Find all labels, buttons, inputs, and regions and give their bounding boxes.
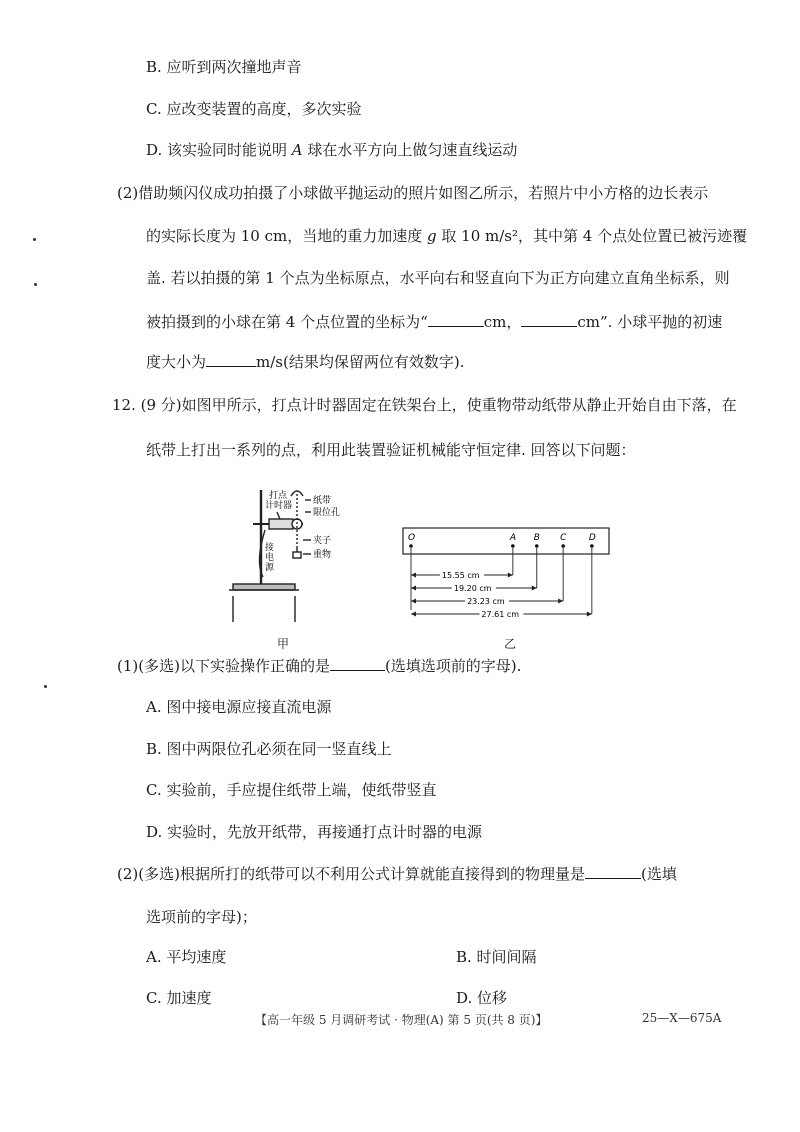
label-power: 接电源 bbox=[265, 543, 275, 573]
figure-yi-tape bbox=[395, 522, 620, 622]
exam-code: 25—X—675A bbox=[642, 1011, 722, 1025]
q11-option-d: D. 该实验同时能说明 A 球在水平方向上做匀速直线运动 bbox=[146, 141, 518, 159]
q11-option-b: B. 应听到两次撞地声音 bbox=[146, 58, 302, 76]
q11-part2-line1: (2)借助频闪仪成功拍摄了小球做平抛运动的照片如图乙所示，若照片中小方格的边长表示 bbox=[117, 184, 709, 202]
q12-stem-line2: 纸带上打出一系列的点，利用此装置验证机械能守恒定律. 回答以下问题： bbox=[146, 441, 636, 459]
tape-point-label-A: A bbox=[509, 533, 517, 543]
q12-part2-stem-line2: 选项前的字母)； bbox=[146, 908, 257, 926]
label-timer: 打点计时器 bbox=[265, 491, 293, 511]
answer-blank-part1[interactable] bbox=[330, 656, 385, 671]
dimension-label: 23.23 cm bbox=[467, 597, 505, 606]
caption-jia: 甲 bbox=[277, 637, 290, 651]
answer-blank-part2[interactable] bbox=[585, 864, 641, 879]
tape-point-label-B: B bbox=[533, 533, 540, 543]
dimension-label: 15.55 cm bbox=[441, 571, 480, 580]
scan-speck bbox=[44, 685, 47, 688]
answer-blank-v0[interactable] bbox=[206, 352, 256, 367]
tape-dot-B bbox=[535, 544, 539, 548]
q12-part2-option-a: A. 平均速度 bbox=[146, 948, 227, 966]
q12-part1-option-d: D. 实验时，先放开纸带，再接通打点计时器的电源 bbox=[146, 823, 483, 841]
caption-yi: 乙 bbox=[504, 637, 517, 651]
tape-point-label-C: C bbox=[560, 533, 567, 543]
answer-blank-y[interactable] bbox=[521, 312, 577, 327]
label-weight: 重物 bbox=[313, 550, 332, 560]
q11-part2-line5: 度大小为 m/s(结果均保留两位有效数字). bbox=[146, 353, 465, 371]
tape-dot-O bbox=[409, 544, 413, 548]
label-clip: 夹子 bbox=[313, 536, 332, 546]
page-footer: 【高一年级 5 月调研考试 · 物理(A) 第 5 页(共 8 页)】 bbox=[255, 1013, 548, 1027]
q12-part2-stem: (2)(多选)根据所打的纸带可以不利用公式计算就能直接得到的物理量是 (选填 bbox=[117, 865, 677, 883]
q12-part1-stem: (1)(多选)以下实验操作正确的是 (选填选项前的字母). bbox=[117, 657, 522, 675]
q12-part2-option-c: C. 加速度 bbox=[146, 989, 212, 1007]
q11-option-c: C. 应改变装置的高度，多次实验 bbox=[146, 100, 362, 118]
tape-dot-A bbox=[511, 544, 515, 548]
stand-base bbox=[233, 584, 295, 590]
q12-part1-option-b: B. 图中两限位孔必须在同一竖直线上 bbox=[146, 740, 392, 758]
dimension-label: 27.61 cm bbox=[481, 610, 520, 619]
scan-speck bbox=[34, 283, 37, 286]
answer-blank-x[interactable] bbox=[428, 312, 484, 327]
q12-stem-line1: 12. (9 分)如图甲所示，打点计时器固定在铁架台上，使重物带动纸带从静止开始自由下落，在 bbox=[112, 396, 737, 414]
q11-part2-line4: 被拍摄到的小球在第 4 个点位置的坐标为“ cm， cm”. 小球平抛的初速 bbox=[146, 313, 723, 331]
q11-part2-line2: 的实际长度为 10 cm，当地的重力加速度 g 取 10 m/s²，其中第 4 个点处位置已被污迹覆 bbox=[146, 227, 748, 245]
figure-jia-apparatus bbox=[225, 472, 345, 632]
q12-part1-option-a: A. 图中接电源应接直流电源 bbox=[146, 698, 332, 716]
tape-dot-C bbox=[561, 544, 565, 548]
tape-point-label-D: D bbox=[588, 533, 596, 543]
q11-part2-line3: 盖. 若以拍摄的第 1 个点为坐标原点，水平向右和竖直向下为正方向建立直角坐标系，则 bbox=[146, 269, 730, 287]
q12-part2-option-d: D. 位移 bbox=[456, 989, 508, 1007]
paper-tape bbox=[403, 528, 609, 554]
q12-part2-option-b: B. 时间间隔 bbox=[456, 948, 537, 966]
dimension-label: 19.20 cm bbox=[453, 584, 492, 593]
tape-point-label-O: O bbox=[408, 533, 416, 543]
label-hole: 限位孔 bbox=[313, 508, 341, 518]
label-tape: 纸带 bbox=[313, 496, 332, 506]
tape-dot-D bbox=[590, 544, 594, 548]
scan-speck bbox=[33, 238, 36, 241]
q12-part1-option-c: C. 实验前，手应提住纸带上端，使纸带竖直 bbox=[146, 781, 437, 799]
